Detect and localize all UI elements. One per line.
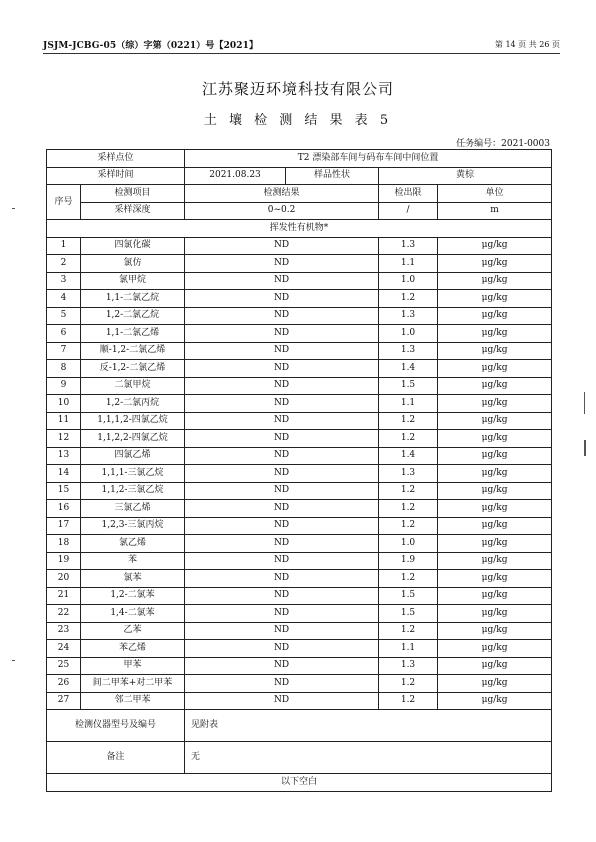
table-row	[47, 605, 552, 623]
table-row	[47, 657, 552, 675]
cell-no: 10	[47, 395, 81, 413]
cell-unit: μg/kg	[438, 430, 552, 448]
cell-no: 27	[47, 692, 81, 710]
cell-limit: 1.9	[379, 552, 438, 570]
report-title: 土 壤 检 测 结 果 表 5	[203, 113, 393, 128]
cell-item: 1,2-二氯乙烷	[81, 307, 185, 325]
cell-item: 1,2-二氯丙烷	[81, 395, 185, 413]
cell-result: ND	[185, 692, 379, 710]
cell-result: ND	[185, 377, 379, 395]
results-table	[46, 149, 552, 792]
cell-unit: μg/kg	[438, 412, 552, 430]
cell-limit: 1.2	[379, 517, 438, 535]
cell-unit: μg/kg	[438, 395, 552, 413]
table-row	[47, 342, 552, 360]
cell-limit: 1.0	[379, 535, 438, 553]
cell-result: ND	[185, 255, 379, 273]
cell-unit: μg/kg	[438, 640, 552, 658]
cell-item: 二氯甲烷	[81, 377, 185, 395]
depth-row	[47, 202, 552, 220]
cell-result: ND	[185, 622, 379, 640]
cell-no: 18	[47, 535, 81, 553]
cell-result: ND	[185, 272, 379, 290]
column-header-row	[47, 185, 552, 203]
cell-no: 9	[47, 377, 81, 395]
cell-unit: μg/kg	[438, 377, 552, 395]
cell-no: 5	[47, 307, 81, 325]
table-row	[47, 290, 552, 308]
cell-limit: 1.2	[379, 675, 438, 693]
section-row	[47, 220, 552, 238]
cell-item: 甲苯	[81, 657, 185, 675]
cell-unit: μg/kg	[438, 255, 552, 273]
cell-result: ND	[185, 640, 379, 658]
table-row	[47, 500, 552, 518]
cell-unit: μg/kg	[438, 622, 552, 640]
table-row	[47, 447, 552, 465]
cell-no: 21	[47, 587, 81, 605]
cell-unit: μg/kg	[438, 552, 552, 570]
cell-unit: μg/kg	[438, 360, 552, 378]
company-name: 江苏聚迈环境科技有限公司	[201, 80, 394, 98]
cell-result: ND	[185, 290, 379, 308]
cell-result: ND	[185, 342, 379, 360]
table-row	[47, 622, 552, 640]
cell-limit: 1.2	[379, 482, 438, 500]
table-row	[47, 640, 552, 658]
table-row	[47, 395, 552, 413]
table-row	[47, 482, 552, 500]
table-row	[47, 535, 552, 553]
cell-result: ND	[185, 675, 379, 693]
cell-result: ND	[185, 447, 379, 465]
cell-item: 乙苯	[81, 622, 185, 640]
cell-unit: μg/kg	[438, 500, 552, 518]
cell-item: 氯甲烷	[81, 272, 185, 290]
scan-mark	[584, 440, 586, 456]
table-row	[47, 692, 552, 710]
cell-unit: μg/kg	[438, 587, 552, 605]
instrument-label: 检测仪器型号及编号	[47, 710, 185, 742]
cell-no: 12	[47, 430, 81, 448]
sampling-point-value: T2 漂染部车间与码布车间中间位置	[185, 150, 552, 168]
table-row	[47, 377, 552, 395]
item-header: 检测项目	[81, 185, 185, 203]
cell-unit: μg/kg	[438, 482, 552, 500]
cell-limit: 1.3	[379, 307, 438, 325]
cell-unit: μg/kg	[438, 307, 552, 325]
cell-item: 1,2,3-三氯丙烷	[81, 517, 185, 535]
cell-no: 8	[47, 360, 81, 378]
blank-below-row	[47, 774, 552, 792]
cell-unit: μg/kg	[438, 605, 552, 623]
cell-result: ND	[185, 360, 379, 378]
cell-limit: 1.1	[379, 395, 438, 413]
cell-item: 1,4-二氯苯	[81, 605, 185, 623]
cell-item: 三氯乙烯	[81, 500, 185, 518]
cell-no: 4	[47, 290, 81, 308]
sample-property-label: 样品性状	[286, 167, 379, 185]
cell-result: ND	[185, 307, 379, 325]
task-number: 任务编号：2021-0003	[456, 139, 550, 149]
cell-item: 1,1-二氯乙烯	[81, 325, 185, 343]
cell-limit: 1.5	[379, 587, 438, 605]
cell-result: ND	[185, 395, 379, 413]
cell-result: ND	[185, 570, 379, 588]
cell-unit: μg/kg	[438, 657, 552, 675]
cell-result: ND	[185, 535, 379, 553]
cell-item: 反-1,2-二氯乙烯	[81, 360, 185, 378]
cell-limit: 1.5	[379, 605, 438, 623]
sampling-point-row	[47, 150, 552, 168]
cell-item: 邻二甲苯	[81, 692, 185, 710]
cell-item: 四氯化碳	[81, 237, 185, 255]
cell-result: ND	[185, 412, 379, 430]
depth-value: 0~0.2	[185, 202, 379, 220]
cell-item: 苯乙烯	[81, 640, 185, 658]
table-row	[47, 325, 552, 343]
cell-item: 苯	[81, 552, 185, 570]
cell-limit: 1.3	[379, 465, 438, 483]
cell-unit: μg/kg	[438, 465, 552, 483]
cell-limit: 1.4	[379, 360, 438, 378]
scan-mark	[584, 392, 585, 414]
cell-item: 1,1,1-三氯乙烷	[81, 465, 185, 483]
cell-unit: μg/kg	[438, 675, 552, 693]
cell-limit: 1.4	[379, 447, 438, 465]
cell-result: ND	[185, 325, 379, 343]
cell-unit: μg/kg	[438, 447, 552, 465]
cell-no: 22	[47, 605, 81, 623]
depth-label: 采样深度	[81, 202, 185, 220]
cell-limit: 1.2	[379, 412, 438, 430]
section-title: 挥发性有机物*	[47, 220, 552, 238]
table-row	[47, 255, 552, 273]
cell-no: 23	[47, 622, 81, 640]
cell-item: 1,1,1,2-四氯乙烷	[81, 412, 185, 430]
seq-header: 序号	[47, 185, 81, 220]
cell-unit: μg/kg	[438, 570, 552, 588]
cell-limit: 1.2	[379, 500, 438, 518]
cell-result: ND	[185, 500, 379, 518]
blank-below-text: 以下空白	[47, 774, 552, 792]
cell-unit: μg/kg	[438, 272, 552, 290]
remark-label: 备注	[47, 742, 185, 774]
sampling-time-row	[47, 167, 552, 185]
cell-no: 7	[47, 342, 81, 360]
cell-unit: μg/kg	[438, 237, 552, 255]
depth-limit: /	[379, 202, 438, 220]
cell-item: 四氯乙烯	[81, 447, 185, 465]
cell-no: 3	[47, 272, 81, 290]
cell-result: ND	[185, 552, 379, 570]
sampling-time-label: 采样时间	[47, 167, 185, 185]
cell-item: 氯仿	[81, 255, 185, 273]
cell-no: 25	[47, 657, 81, 675]
cell-result: ND	[185, 430, 379, 448]
cell-limit: 1.3	[379, 657, 438, 675]
scan-mark	[12, 208, 15, 209]
table-row	[47, 237, 552, 255]
cell-no: 14	[47, 465, 81, 483]
cell-limit: 1.3	[379, 342, 438, 360]
cell-no: 13	[47, 447, 81, 465]
cell-limit: 1.2	[379, 430, 438, 448]
cell-unit: μg/kg	[438, 325, 552, 343]
result-header: 检测结果	[185, 185, 379, 203]
cell-item: 1,1-二氯乙烷	[81, 290, 185, 308]
depth-unit: m	[438, 202, 552, 220]
remark-value: 无	[185, 742, 552, 774]
cell-item: 顺-1,2-二氯乙烯	[81, 342, 185, 360]
cell-no: 15	[47, 482, 81, 500]
cell-item: 氯苯	[81, 570, 185, 588]
table-row	[47, 430, 552, 448]
cell-unit: μg/kg	[438, 535, 552, 553]
cell-no: 16	[47, 500, 81, 518]
cell-result: ND	[185, 482, 379, 500]
remark-row	[47, 742, 552, 774]
cell-unit: μg/kg	[438, 290, 552, 308]
cell-item: 氯乙烯	[81, 535, 185, 553]
table-row	[47, 570, 552, 588]
cell-item: 1,2-二氯苯	[81, 587, 185, 605]
table-row	[47, 307, 552, 325]
cell-limit: 1.1	[379, 640, 438, 658]
header-divider	[43, 53, 560, 54]
cell-unit: μg/kg	[438, 692, 552, 710]
cell-limit: 1.2	[379, 692, 438, 710]
table-row	[47, 465, 552, 483]
sampling-time-value: 2021.08.23	[185, 167, 286, 185]
cell-result: ND	[185, 237, 379, 255]
table-row	[47, 412, 552, 430]
cell-result: ND	[185, 657, 379, 675]
instrument-row	[47, 710, 552, 742]
cell-limit: 1.2	[379, 570, 438, 588]
cell-limit: 1.0	[379, 272, 438, 290]
scan-mark	[12, 660, 15, 661]
cell-result: ND	[185, 465, 379, 483]
cell-no: 11	[47, 412, 81, 430]
page-info: 第 14 页 共 26 页	[494, 40, 560, 49]
sample-property-value: 黄棕	[379, 167, 552, 185]
cell-no: 6	[47, 325, 81, 343]
document-code: JSJM-JCBG-05（综）字第（0221）号【2021】	[43, 41, 259, 51]
cell-limit: 1.0	[379, 325, 438, 343]
table-row	[47, 675, 552, 693]
sampling-point-label: 采样点位	[47, 150, 185, 168]
table-row	[47, 517, 552, 535]
cell-unit: μg/kg	[438, 342, 552, 360]
cell-item: 间二甲苯+对二甲苯	[81, 675, 185, 693]
unit-header: 单位	[438, 185, 552, 203]
limit-header: 检出限	[379, 185, 438, 203]
table-row	[47, 360, 552, 378]
table-row	[47, 587, 552, 605]
cell-result: ND	[185, 605, 379, 623]
cell-item: 1,1,2-三氯乙烷	[81, 482, 185, 500]
cell-limit: 1.1	[379, 255, 438, 273]
cell-result: ND	[185, 587, 379, 605]
cell-no: 1	[47, 237, 81, 255]
cell-limit: 1.5	[379, 377, 438, 395]
cell-no: 19	[47, 552, 81, 570]
cell-no: 2	[47, 255, 81, 273]
cell-no: 20	[47, 570, 81, 588]
cell-limit: 1.3	[379, 237, 438, 255]
table-row	[47, 552, 552, 570]
cell-item: 1,1,2,2-四氯乙烷	[81, 430, 185, 448]
table-row	[47, 272, 552, 290]
cell-no: 26	[47, 675, 81, 693]
cell-limit: 1.2	[379, 290, 438, 308]
cell-limit: 1.2	[379, 622, 438, 640]
cell-no: 17	[47, 517, 81, 535]
cell-result: ND	[185, 517, 379, 535]
cell-unit: μg/kg	[438, 517, 552, 535]
cell-no: 24	[47, 640, 81, 658]
instrument-value: 见附表	[185, 710, 552, 742]
